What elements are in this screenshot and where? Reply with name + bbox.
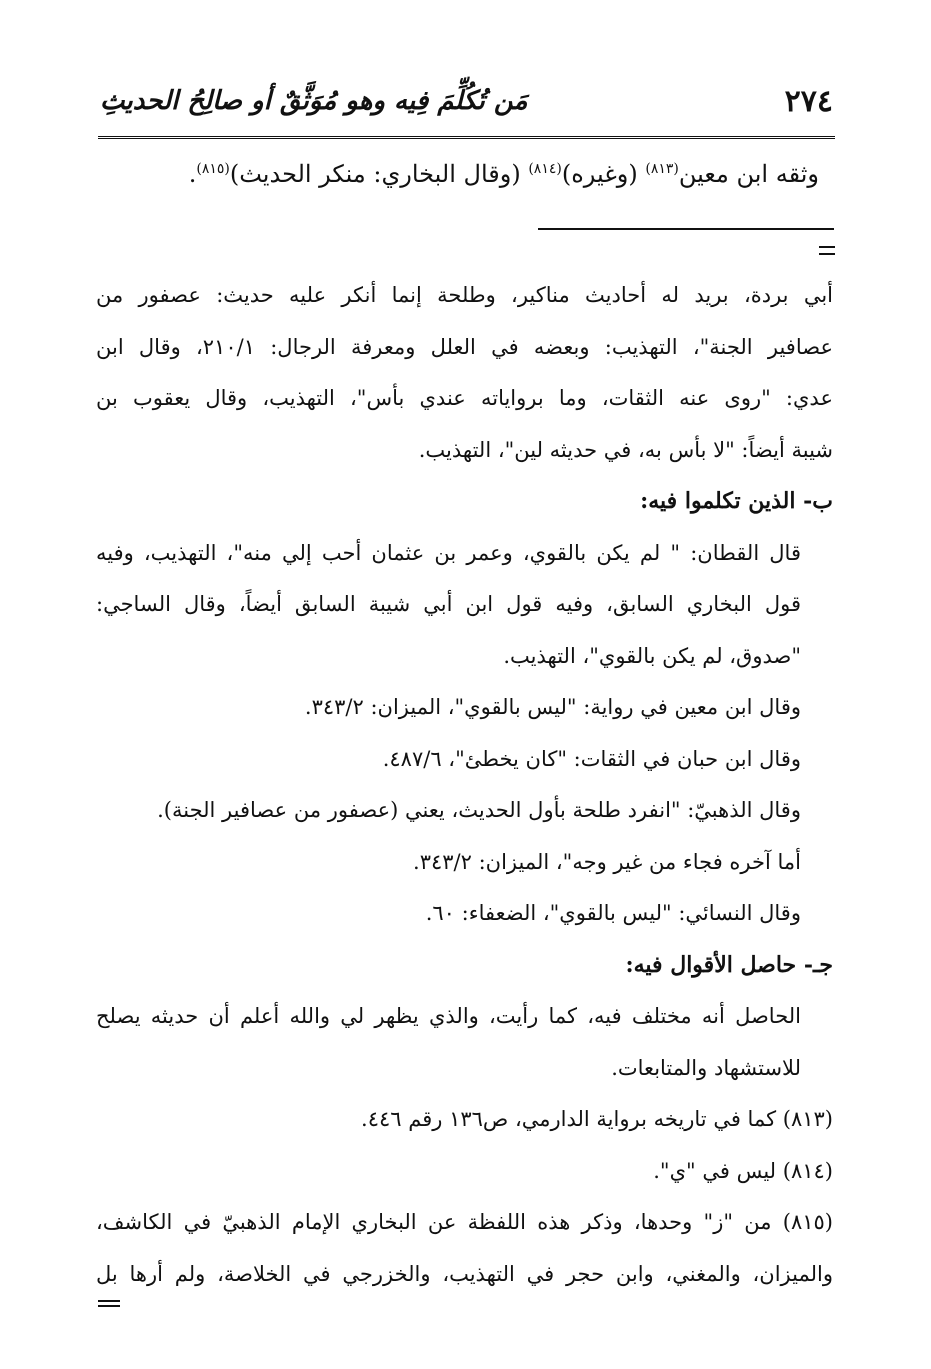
main-text-segment: (وقال البخاري: منكر الحديث) bbox=[229, 160, 529, 188]
note-line: عصافير الجنة"، التهذيب: وبعضه في العلل ومعرفة الرجال: ٢١٠/١، وقال ابن bbox=[96, 334, 833, 359]
note-line: "صدوق، لم يكن بالقوي"، التهذيب. bbox=[503, 643, 801, 668]
note-line: للاستشهاد والمتابعات. bbox=[611, 1055, 801, 1080]
note-line: عدي: "روى عنه الثقات، وما برواياته عندي بأس"، التهذيب، وقال يعقوب بن bbox=[96, 386, 833, 410]
note-line: أما آخره فجاء من غير وجه"، الميزان: ٣٤٣/٢. bbox=[413, 849, 801, 874]
note-line: وقال الذهبيّ: "انفرد طلحة بأول الحديث، يعني (عصفور من عصافير الجنة). bbox=[157, 798, 801, 822]
footnote-813: (٨١٣) كما في تاريخه برواية الدارمي، ص١٣٦ رقم ٤٤٦. bbox=[361, 1107, 833, 1131]
main-text-segment: . bbox=[188, 160, 197, 188]
note-line: الحاصل أنه مختلف فيه، كما رأيت، والذي يظهر لي والله أعلم أن حديثه يصلح bbox=[96, 1004, 801, 1028]
footnote-814: (٨١٤) ليس في "ي". bbox=[653, 1158, 833, 1183]
note-line: وقال ابن حبان في الثقات: "كان يخطئ"، ٤٨٧/٦. bbox=[382, 746, 801, 771]
section-heading: ب- الذين تكلموا فيه: bbox=[640, 488, 833, 514]
note-line: وقال ابن معين في رواية: "ليس بالقوي"، الميزان: ٣٤٣/٢. bbox=[304, 695, 801, 719]
page-header bbox=[100, 84, 833, 136]
footnote-ref: (٨١٤) bbox=[528, 161, 562, 177]
footnote-ref: (٨١٥) bbox=[196, 161, 230, 177]
continuation-mark bbox=[819, 246, 835, 255]
note-line: قول البخاري السابق، وفيه قول ابن أبي شيبة السابق أيضاً، وقال الساجي: bbox=[96, 592, 801, 616]
note-line: قال القطان: " لم يكن بالقوي، وعمر بن عثمان أحب إلي منه"، التهذيب، وفيه bbox=[96, 540, 801, 565]
footnotes bbox=[96, 270, 833, 1300]
header-rule bbox=[98, 136, 835, 139]
continuation-underline bbox=[98, 1300, 120, 1307]
note-line: أبي بردة، بريد له أحاديث مناكير، وطلحة إنما أنكر عليه حديث: عصفور من bbox=[96, 283, 833, 307]
main-text-segment: وثقه ابن معين bbox=[678, 160, 819, 188]
section-heading: جـ- حاصل الأقوال فيه: bbox=[625, 951, 833, 978]
running-title: مَن تُكُلِّمَ فِيه وهو مُوَثَّقٌ أو صالِحُ الحديثِ bbox=[100, 86, 528, 116]
note-line: وقال النسائي: "ليس بالقوي"، الضعفاء: ٦٠. bbox=[425, 901, 801, 925]
main-text bbox=[92, 160, 819, 188]
page-number: ٢٧٤ bbox=[784, 84, 833, 119]
main-text-segment: (وغيره) bbox=[561, 160, 646, 188]
footnote-815: (٨١٥) من "ز" وحدها، وذكر هذه اللفظة عن البخاري الإمام الذهبيّ في الكاشف، bbox=[96, 1210, 833, 1234]
footnote-separator bbox=[538, 228, 834, 230]
note-line: والميزان، والمغني، وابن حجر في التهذيب، والخزرجي في الخلاصة، ولم أرها بل bbox=[96, 1261, 833, 1286]
note-line: شيبة أيضاً: "لا بأس به، في حديثه لين"، التهذيب. bbox=[418, 437, 833, 462]
footnote-ref: (٨١٣) bbox=[645, 161, 679, 177]
